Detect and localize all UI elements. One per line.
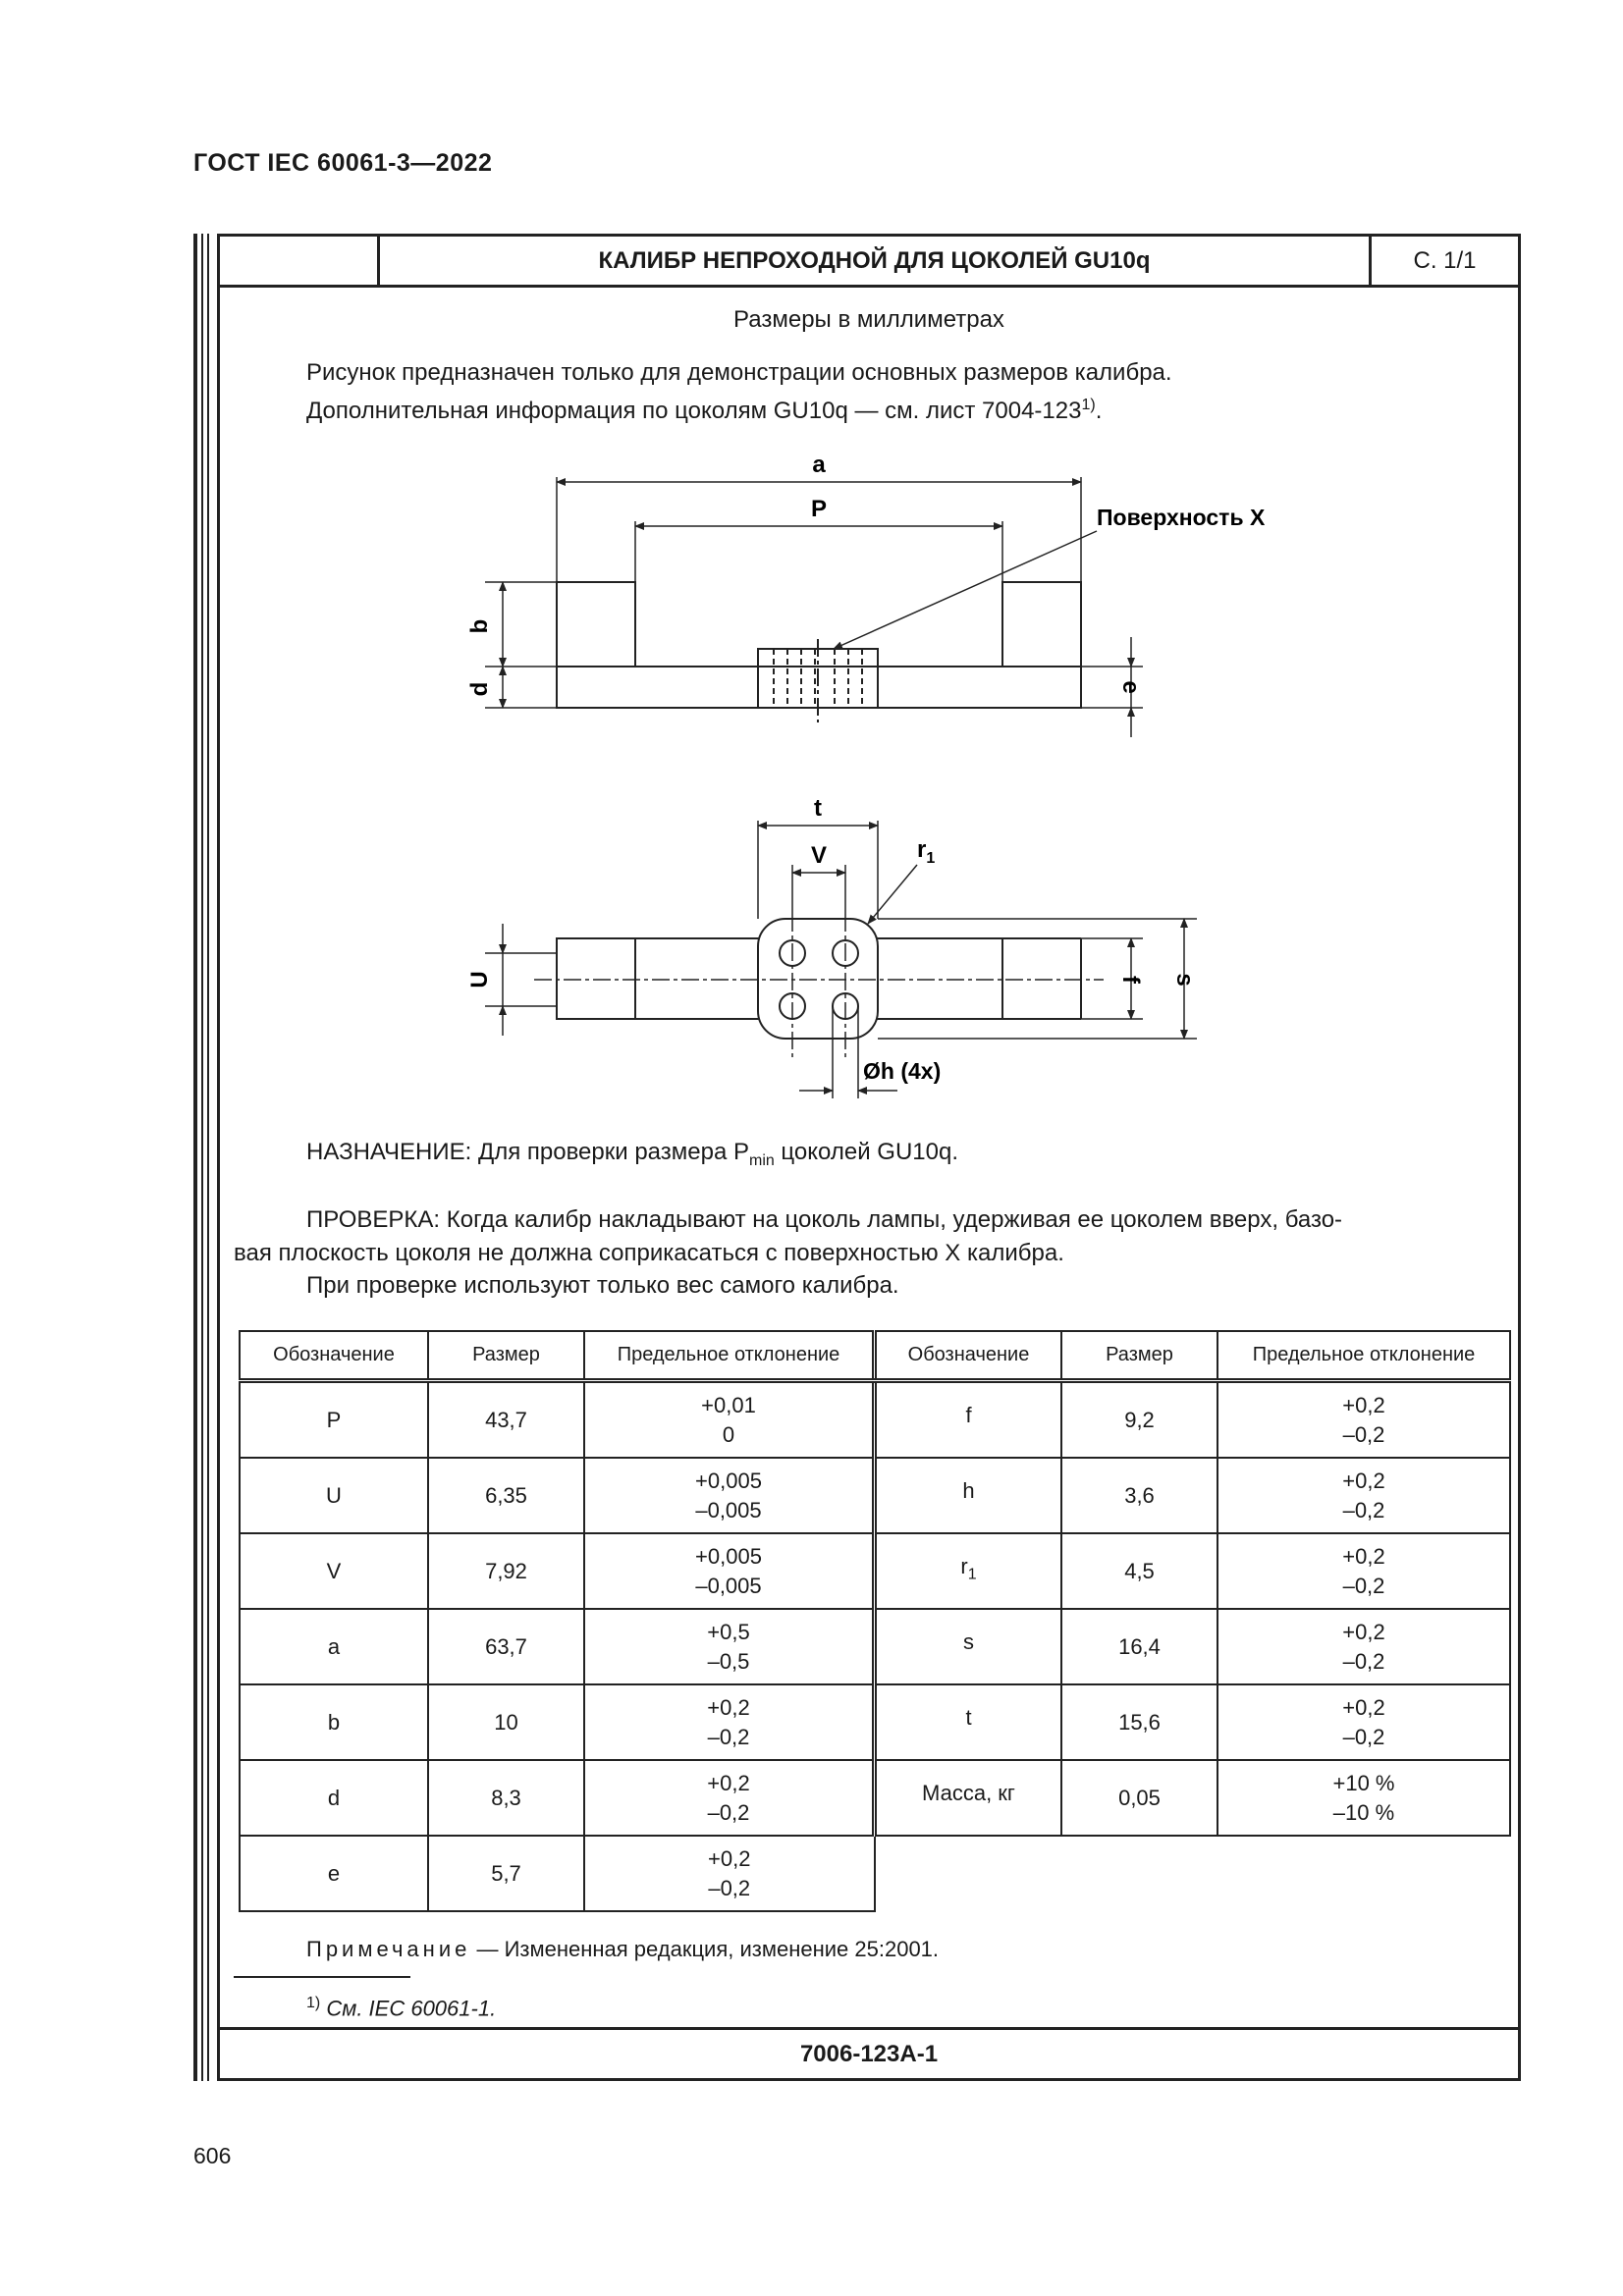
intro-line-1: Рисунок предназначен только для демонстрации основных размеров калибра. [306, 359, 1172, 386]
cell-designation [240, 1609, 428, 1684]
dim-label-s: s [1171, 973, 1198, 987]
table-row [240, 1609, 1510, 1684]
size-value: 16,4 [1118, 1633, 1161, 1659]
tolerance-upper: +0,2 [1342, 1392, 1385, 1417]
gauge-drawing [220, 237, 1518, 1120]
tolerance-lower: –0,005 [695, 1573, 762, 1598]
table-row [240, 1381, 1510, 1459]
dim-label-b: b [466, 618, 493, 634]
footnote-rule [234, 1976, 410, 1978]
designation-subscript: 1 [967, 1566, 977, 1583]
tolerance-upper: +0,005 [695, 1543, 762, 1569]
cell-tolerance [1217, 1381, 1510, 1459]
footnote-ref: 1) [1081, 397, 1096, 413]
tolerance-lower: –0,2 [707, 1724, 750, 1749]
cell-size [1061, 1381, 1217, 1459]
designation-value: t [965, 1705, 972, 1731]
designation-value: a [327, 1633, 341, 1659]
size-value: 8,3 [491, 1785, 521, 1810]
cell-size [1061, 1760, 1217, 1836]
table-row [240, 1760, 1510, 1836]
cell-tolerance [1217, 1760, 1510, 1836]
cell-size [428, 1533, 584, 1609]
cell-size [428, 1836, 584, 1911]
cell-size [428, 1381, 584, 1459]
tolerance-upper: +0,2 [707, 1694, 750, 1720]
cell-designation [875, 1458, 1062, 1533]
tolerance-upper: +0,005 [695, 1468, 762, 1493]
sheet-title: КАЛИБР НЕПРОХОДНОЙ ДЛЯ ЦОКОЛЕЙ GU10q [380, 237, 1372, 285]
tolerance-lower: –0,2 [1342, 1497, 1385, 1522]
dim-label-f: f [1117, 976, 1144, 984]
purpose-subscript: min [748, 1151, 775, 1169]
note-label: Примечание [306, 1937, 471, 1961]
dim-label-r1: $r_1$ [917, 836, 936, 867]
size-value: 0,05 [1118, 1785, 1161, 1810]
dim-label-P: P [810, 496, 828, 522]
cell-tolerance [1217, 1533, 1510, 1609]
cell-tolerance [1217, 1609, 1510, 1684]
table-row [240, 1458, 1510, 1533]
cell-tolerance [584, 1609, 875, 1684]
designation-value: e [327, 1860, 341, 1886]
cell-size [428, 1458, 584, 1533]
header-designation: Обозначение [875, 1331, 1062, 1381]
purpose-prefix: НАЗНАЧЕНИЕ: Для проверки размера P [306, 1139, 749, 1165]
designation-value: V [326, 1558, 342, 1583]
cell-designation [875, 1684, 1062, 1760]
dim-label-V: V [810, 842, 828, 869]
size-value: 3,6 [1124, 1482, 1155, 1508]
cell-size [1061, 1609, 1217, 1684]
cell-designation [875, 1609, 1062, 1684]
left-margin-rule [207, 234, 209, 2081]
tolerance-upper: +0,2 [1342, 1468, 1385, 1493]
cell-size [1061, 1684, 1217, 1760]
intro-line-2-text: Дополнительная информация по цоколям GU10q — см. лист 7004-123 [306, 398, 1082, 424]
header-size: Размер [1061, 1331, 1217, 1381]
cell-designation [875, 1760, 1062, 1836]
table-row [240, 1684, 1510, 1760]
check-line-2: вая плоскость цоколя не должна соприкасаться с поверхностью X калибра. [234, 1240, 1064, 1266]
tolerance-upper: +0,2 [707, 1770, 750, 1795]
size-value: 9,2 [1124, 1407, 1155, 1432]
tolerance-lower: –0,2 [1342, 1648, 1385, 1674]
cell-size [428, 1684, 584, 1760]
intro-line-2-end: . [1095, 398, 1103, 424]
check-line-1: ПРОВЕРКА: Когда калибр накладывают на цоколь лампы, удерживая ее цоколем вверх, базо- [306, 1206, 1343, 1233]
dim-label-U: U [466, 971, 493, 988]
units-note: Размеры в миллиметрах [733, 306, 1004, 333]
left-margin-rule [201, 234, 203, 2081]
cell-tolerance [584, 1381, 875, 1459]
cell-designation [240, 1458, 428, 1533]
sheet-page-label: С. 1/1 [1413, 247, 1477, 274]
footnote-text: См. IEC 60061-1. [320, 1996, 497, 2021]
tolerance-lower: –0,5 [707, 1648, 750, 1674]
tolerance-lower: –0,2 [1342, 1573, 1385, 1598]
tolerance-upper: +0,2 [708, 1845, 751, 1871]
purpose-text [306, 1136, 958, 1177]
footnote [306, 1987, 496, 2024]
tolerance-lower: –0,2 [708, 1875, 751, 1900]
dim-label-h: Øh (4x) [863, 1058, 942, 1084]
empty-cell [875, 1836, 1511, 1911]
cell-designation [240, 1533, 428, 1609]
size-value: 63,7 [485, 1633, 527, 1659]
table-row [240, 1836, 1510, 1911]
size-value: 4,5 [1124, 1558, 1155, 1583]
designation-value: h [962, 1478, 975, 1504]
tolerance-upper: +0,5 [707, 1619, 750, 1644]
dimensions-table [239, 1330, 1511, 1912]
cell-tolerance [584, 1533, 875, 1609]
tolerance-upper: +0,2 [1342, 1694, 1385, 1720]
cell-designation [240, 1684, 428, 1760]
cell-designation [875, 1533, 1062, 1609]
cell-size [428, 1609, 584, 1684]
designation-value: f [965, 1403, 972, 1428]
note-text: — Измененная редакция, изменение 25:2001. [470, 1937, 940, 1961]
header-tolerance: Предельное отклонение [1217, 1331, 1510, 1381]
footnote-mark: 1) [306, 1995, 321, 2011]
sheet-frame [217, 234, 1521, 2081]
cell-tolerance [1217, 1458, 1510, 1533]
purpose-suffix: цоколей GU10q. [774, 1139, 958, 1165]
cell-size [1061, 1533, 1217, 1609]
header-designation: Обозначение [240, 1331, 428, 1381]
sheet-number: 7006-123A-1 [220, 2027, 1518, 2078]
size-value: 43,7 [485, 1407, 527, 1432]
size-value: 15,6 [1118, 1709, 1161, 1735]
header-size: Размер [428, 1331, 584, 1381]
dim-label-d: d [466, 681, 493, 697]
cell-designation [875, 1381, 1062, 1459]
designation-value: Масса, кг [922, 1781, 1015, 1806]
size-value: 10 [494, 1709, 518, 1735]
left-margin-rule [193, 234, 197, 2081]
cell-tolerance [584, 1684, 875, 1760]
tolerance-lower: –10 % [1332, 1799, 1395, 1825]
dim-label-a: a [812, 452, 826, 478]
cell-size [1061, 1458, 1217, 1533]
designation-value: b [327, 1709, 341, 1735]
designation-value: s [963, 1629, 974, 1655]
tolerance-upper: +0,2 [1342, 1543, 1385, 1569]
cell-tolerance [584, 1760, 875, 1836]
size-value: 5,7 [491, 1860, 521, 1886]
tolerance-lower: 0 [722, 1421, 735, 1447]
designation-value: U [326, 1482, 342, 1508]
size-value: 7,92 [485, 1558, 527, 1583]
table-row [240, 1533, 1510, 1609]
table-header-row [240, 1331, 1510, 1381]
designation-value: P [326, 1407, 342, 1432]
header-tolerance: Предельное отклонение [584, 1331, 875, 1381]
page-number: 606 [193, 2143, 232, 2168]
tolerance-lower: –0,2 [707, 1799, 750, 1825]
tolerance-lower: –0,2 [1342, 1724, 1385, 1749]
tolerance-upper: +0,2 [1342, 1619, 1385, 1644]
cell-tolerance [584, 1836, 875, 1911]
tolerance-lower: –0,005 [695, 1497, 762, 1522]
document-header: ГОСТ IEC 60061-3—2022 [193, 149, 493, 177]
cell-designation [240, 1836, 428, 1911]
cell-tolerance [1217, 1684, 1510, 1760]
tolerance-lower: –0,2 [1342, 1421, 1385, 1447]
size-value: 6,35 [485, 1482, 527, 1508]
designation-value: d [327, 1785, 341, 1810]
cell-size [428, 1760, 584, 1836]
check-line-3: При проверке используют только вес самого калибра. [306, 1272, 899, 1299]
cell-tolerance [584, 1458, 875, 1533]
dim-label-e: e [1117, 680, 1144, 694]
designation-value: r [960, 1554, 968, 1579]
note [306, 1933, 939, 1965]
dim-label-t: t [814, 795, 822, 822]
cell-designation [240, 1381, 428, 1459]
tolerance-upper: +0,01 [701, 1392, 756, 1417]
cell-designation [240, 1760, 428, 1836]
surface-x-label: Поверхность X [1097, 505, 1266, 530]
tolerance-upper: +10 % [1332, 1770, 1395, 1795]
